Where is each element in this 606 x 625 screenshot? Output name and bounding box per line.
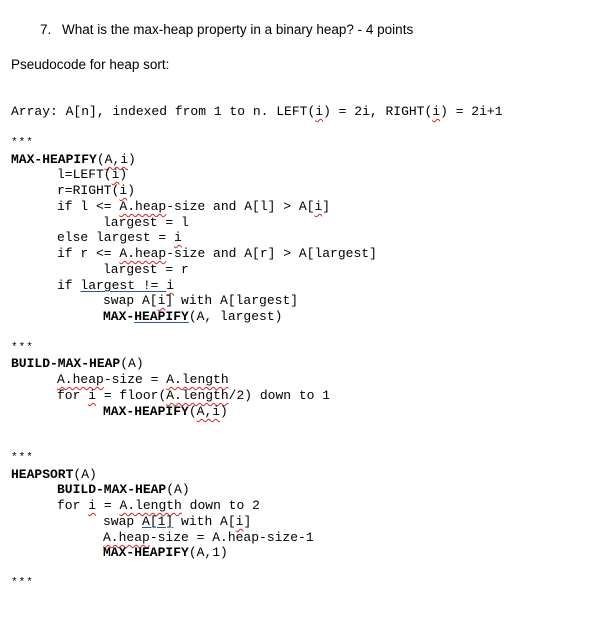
code-text: -size = A.heap-size-1 xyxy=(149,530,314,545)
code-text: if xyxy=(57,278,81,293)
code-var-i: i xyxy=(111,167,120,182)
code-largest: largest xyxy=(80,278,136,293)
code-text: != xyxy=(135,278,167,293)
code-args: (A,1) xyxy=(188,545,228,560)
code-line-largest-l: largest = l xyxy=(103,215,189,230)
code-line-swap xyxy=(103,293,298,308)
code-args: A,i xyxy=(196,404,221,419)
build-max-heap-header xyxy=(11,356,144,371)
paren-open: ( xyxy=(96,152,105,167)
code-heap-size: A.heap xyxy=(119,246,167,261)
code-text: = floor( xyxy=(96,388,167,403)
code-text: ] xyxy=(243,514,252,529)
code-text: = xyxy=(96,498,120,513)
code-var-i: i xyxy=(119,183,128,198)
code-text: if l <= xyxy=(57,199,120,214)
code-line-recursive-call xyxy=(103,309,282,324)
code-line-right-assign xyxy=(57,183,135,198)
heapsort-header xyxy=(11,467,97,482)
code-line-if-right xyxy=(57,246,377,261)
section-label: Pseudocode for heap sort: xyxy=(11,57,170,72)
max-heapify-args: A,i xyxy=(104,152,129,167)
code-text: for xyxy=(57,498,89,513)
code-text: swap xyxy=(103,514,143,529)
code-args: (A, largest) xyxy=(188,309,283,324)
code-line-heapsize-assign xyxy=(57,372,229,387)
code-text: r=RIGHT( xyxy=(57,183,120,198)
code-text: -size = xyxy=(103,372,167,387)
code-var-i: i xyxy=(88,498,97,513)
code-text: l=LEFT( xyxy=(57,167,112,182)
code-a1: A[1] xyxy=(142,514,174,529)
code-text: ) xyxy=(119,167,128,182)
array-line-i-1: i xyxy=(315,104,324,119)
code-heap-size: A.heap xyxy=(119,199,167,214)
code-var-i: i xyxy=(88,388,97,403)
code-fn-name: BUILD-MAX-HEAP xyxy=(11,356,121,371)
code-line-largest-r: largest = r xyxy=(103,262,189,277)
paren-open: ( xyxy=(188,404,197,419)
code-line-for-floor xyxy=(57,388,330,403)
max-heapify-name: MAX-HEAPIFY xyxy=(11,152,97,167)
code-text: ] xyxy=(322,199,331,214)
array-definition-line xyxy=(11,104,503,119)
separator: *** xyxy=(11,452,34,464)
code-text: for xyxy=(57,388,89,403)
code-text: down to 2 xyxy=(181,498,260,513)
code-heap-size: A.heap xyxy=(103,530,150,545)
array-line-text-2: ) = 2i, RIGHT( xyxy=(323,104,433,119)
code-fn-name: BUILD-MAX-HEAP xyxy=(57,482,167,497)
array-line-i-2: i xyxy=(432,104,441,119)
code-line-build-call xyxy=(57,482,190,497)
separator: *** xyxy=(11,577,34,589)
code-var-i: i xyxy=(174,230,182,245)
code-fn-name: MAX- xyxy=(103,309,135,324)
separator: *** xyxy=(11,342,34,354)
code-text: swap A[ xyxy=(103,293,158,308)
code-text: ] with A[largest] xyxy=(165,293,299,308)
code-args: (A) xyxy=(166,482,190,497)
code-var-i: i xyxy=(235,514,244,529)
code-text: else largest = xyxy=(57,230,175,245)
code-fn-name: HEAPIFY xyxy=(134,309,189,324)
code-text: with A[ xyxy=(173,514,236,529)
code-args: (A) xyxy=(73,467,97,482)
code-args: (A) xyxy=(120,356,144,371)
code-length: A.length xyxy=(166,372,229,387)
array-line-text-1: Array: A[n], indexed from 1 to n. LEFT( xyxy=(11,104,316,119)
code-var-i: i xyxy=(157,293,166,308)
code-text: if r <= xyxy=(57,246,120,261)
code-text: -size and A[l] > A[ xyxy=(166,199,315,214)
code-line-decrement-heapsize xyxy=(103,530,314,545)
code-fn-name: HEAPSORT xyxy=(11,467,74,482)
code-text: ) xyxy=(127,183,136,198)
question-text: What is the max-heap property in a binary heap? - 4 points xyxy=(62,22,414,37)
question-number: 7. xyxy=(40,22,52,37)
question-heading xyxy=(40,22,413,37)
array-line-text-3: ) = 2i+1 xyxy=(440,104,503,119)
code-heap-size: A.heap xyxy=(57,372,104,387)
code-var-i: i xyxy=(314,199,323,214)
paren-close: ) xyxy=(128,152,136,167)
code-line-if-left xyxy=(57,199,330,214)
code-line-max-heapify-call xyxy=(103,404,228,419)
code-text: /2) down to 1 xyxy=(228,388,331,403)
code-line-max-heapify-root xyxy=(103,545,228,560)
code-fn-name: MAX-HEAPIFY xyxy=(103,404,189,419)
code-fn-name: MAX-HEAPIFY xyxy=(103,545,189,560)
max-heapify-header xyxy=(11,152,136,167)
code-line-if-largest xyxy=(57,278,174,293)
code-length: A.length xyxy=(166,388,229,403)
separator: *** xyxy=(11,137,34,149)
code-length: A.length xyxy=(119,498,182,513)
code-line-left-assign xyxy=(57,167,127,182)
code-line-for-down xyxy=(57,498,260,513)
code-line-swap-root xyxy=(103,514,251,529)
code-text: -size and A[r] > A[largest] xyxy=(166,246,377,261)
code-line-else xyxy=(57,230,182,245)
paren-close: ) xyxy=(220,404,228,419)
code-var-i: i xyxy=(166,278,175,293)
